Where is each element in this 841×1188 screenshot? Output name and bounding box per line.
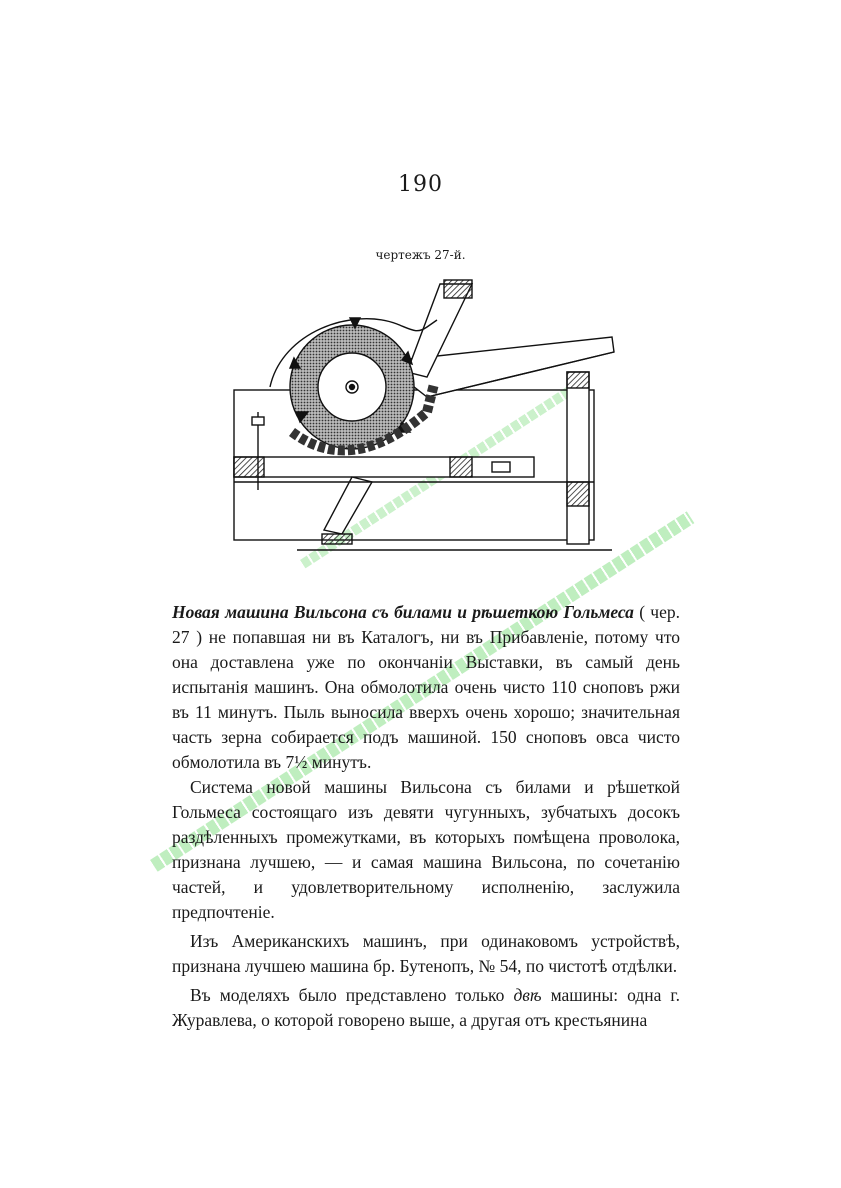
paragraph-1-title: Новая машина Вильсона съ билами и рѣшеткою Гольмеса — [172, 602, 634, 622]
body-text — [172, 600, 680, 1033]
paragraph-1-body: ( чер. 27 ) не попавшая ни въ Каталогъ, ни въ Прибавленіе, потому что она доставлена уже по окончаніи Выставки, въ самый день испытанія машинъ. Она обмолотила очень чисто 110 сноповъ ржи въ 11 минутъ. Пыль выносила вверхъ очень хорошо; значительная часть зерна собирается подъ машиной. 150 сноповъ овса чисто обмолотила въ 7½ минутъ. — [172, 602, 680, 772]
paragraph-4-end: машины: одна г. Журавлева, о которой говорено выше, а другая отъ крестьянина — [172, 985, 680, 1030]
threshing-machine-drawing — [222, 272, 622, 557]
paragraph-2: Система новой машины Вильсона съ билами и рѣшеткой Гольмеса состоящаго изъ девяти чугунныхъ, зубчатыхъ досокъ раздѣленныхъ промежутками, въ которыхъ помѣщена проволока, признана лучшею, — и самая машина Вильсона, по сочетанію частей, и удовлетворительному исполненію, заслужила предпочтеніе. — [172, 777, 680, 922]
page-number: 190 — [398, 172, 443, 197]
figure-caption: чертежъ 27-й. — [375, 248, 466, 262]
paragraph-4 — [172, 983, 680, 1033]
paragraph-4-italic: двѣ — [513, 985, 542, 1005]
paragraph-1 — [172, 600, 680, 775]
paragraph-4-start: Въ моделяхъ было представлено только — [190, 985, 514, 1005]
paragraph-3: Изъ Американскихъ машинъ, при одинаковомъ устройствѣ, признана лучшею машина бр. Бутенопъ, № 54, по чистотѣ отдѣлки. — [172, 931, 680, 976]
